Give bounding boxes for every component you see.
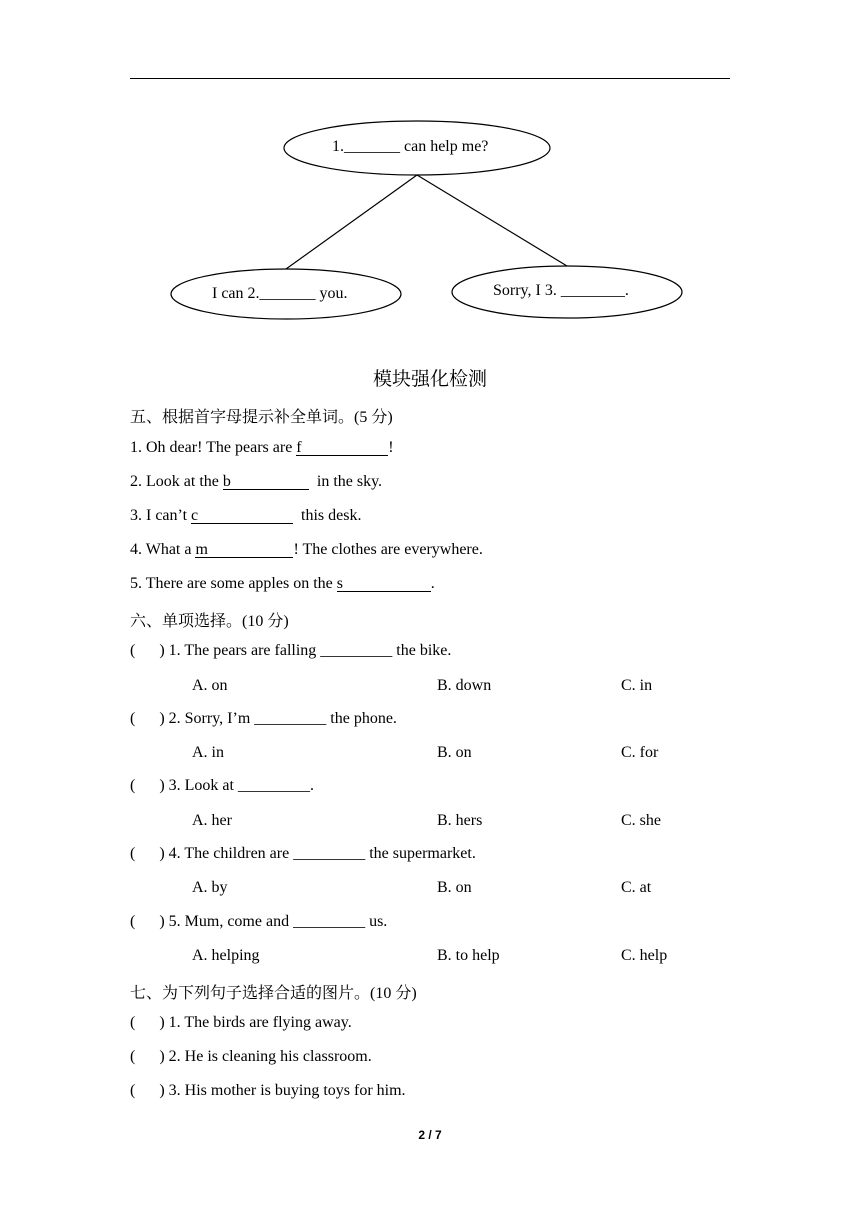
option-c[interactable]: C. in <box>621 677 653 694</box>
question-stem: 1. The pears are falling _________ the bike. <box>168 642 452 659</box>
initial-letter: m <box>195 541 208 558</box>
answer-bracket[interactable]: ( ) <box>130 1082 165 1099</box>
fill-blank[interactable] <box>223 473 309 490</box>
answer-bracket[interactable]: ( ) <box>130 710 165 727</box>
option-b[interactable]: B. hers <box>437 812 483 829</box>
option-b[interactable]: B. on <box>437 879 472 896</box>
option-a[interactable]: A. her <box>192 812 232 829</box>
initial-letter: b <box>222 473 231 490</box>
option-c[interactable]: C. help <box>621 947 668 964</box>
answer-bracket[interactable]: ( ) <box>130 642 165 659</box>
part6-heading: 六、单项选择。(10 分) <box>130 613 289 630</box>
left-connector <box>286 175 417 269</box>
sentence: 1. The birds are flying away. <box>168 1014 352 1031</box>
item-text: 3. I can’t <box>130 507 192 524</box>
part7-item-1 <box>130 1014 352 1032</box>
part5-item-3 <box>130 507 361 525</box>
option-c[interactable]: C. she <box>621 812 661 829</box>
item-text: 5. There are some apples on the <box>130 575 337 592</box>
fill-blank[interactable] <box>337 575 431 592</box>
right-oval-text: Sorry, I 3. ________. <box>493 282 629 299</box>
part5-item-5 <box>130 575 435 593</box>
fill-blank[interactable] <box>191 507 293 524</box>
option-a[interactable]: A. helping <box>192 947 260 964</box>
option-a[interactable]: A. in <box>192 744 224 761</box>
item-text: . <box>430 575 435 592</box>
part6-question-5 <box>130 913 387 931</box>
option-b[interactable]: B. to help <box>437 947 500 964</box>
sentence: 3. His mother is buying toys for him. <box>168 1082 406 1099</box>
tree-diagram <box>0 0 860 340</box>
answer-bracket[interactable]: ( ) <box>130 1014 165 1031</box>
right-connector <box>417 175 567 266</box>
part7-heading: 七、为下列句子选择合适的图片。(10 分) <box>130 985 417 1002</box>
part5-item-2 <box>130 473 382 491</box>
question-stem: 4. The children are _________ the supermarket. <box>168 845 476 862</box>
answer-bracket[interactable]: ( ) <box>130 777 165 794</box>
option-a[interactable]: A. on <box>192 677 228 694</box>
item-text: 4. What a <box>130 541 196 558</box>
sentence: 2. He is cleaning his classroom. <box>168 1048 372 1065</box>
answer-bracket[interactable]: ( ) <box>130 913 165 930</box>
option-c[interactable]: C. at <box>621 879 652 896</box>
part6-question-2 <box>130 710 397 728</box>
answer-bracket[interactable]: ( ) <box>130 1048 165 1065</box>
item-text: 2. Look at the <box>130 473 223 490</box>
part5-heading: 五、根据首字母提示补全单词。(5 分) <box>130 409 393 426</box>
option-b[interactable]: B. down <box>437 677 492 694</box>
part5-item-4 <box>130 541 483 559</box>
fill-blank[interactable] <box>195 541 293 558</box>
item-text: ! The clothes are everywhere. <box>293 541 483 558</box>
option-c[interactable]: C. for <box>621 744 659 761</box>
section-title: 模块强化检测 <box>372 369 487 390</box>
part6-question-3 <box>130 777 314 795</box>
option-a[interactable]: A. by <box>192 879 228 896</box>
option-b[interactable]: B. on <box>437 744 472 761</box>
part7-item-3 <box>130 1082 406 1100</box>
question-stem: 2. Sorry, I’m _________ the phone. <box>168 710 397 727</box>
question-stem: 3. Look at _________. <box>168 777 314 794</box>
page-number: 2 / 7 <box>418 1128 442 1142</box>
item-text: in the sky. <box>308 473 383 490</box>
top-oval-text: 1._______ can help me? <box>332 138 489 155</box>
answer-bracket[interactable]: ( ) <box>130 845 165 862</box>
part7-item-2 <box>130 1048 372 1066</box>
fill-blank[interactable] <box>296 439 388 456</box>
question-stem: 5. Mum, come and _________ us. <box>168 913 388 930</box>
initial-letter: c <box>191 507 199 524</box>
initial-letter: f <box>296 439 302 456</box>
part6-question-1 <box>130 642 451 660</box>
part6-question-4 <box>130 845 476 863</box>
initial-letter: s <box>336 575 343 592</box>
part5-item-1 <box>130 439 394 457</box>
left-oval-text: I can 2._______ you. <box>212 285 348 302</box>
item-text: 1. Oh dear! The pears are <box>130 439 297 456</box>
item-text: ! <box>388 439 394 456</box>
item-text: this desk. <box>293 507 362 524</box>
